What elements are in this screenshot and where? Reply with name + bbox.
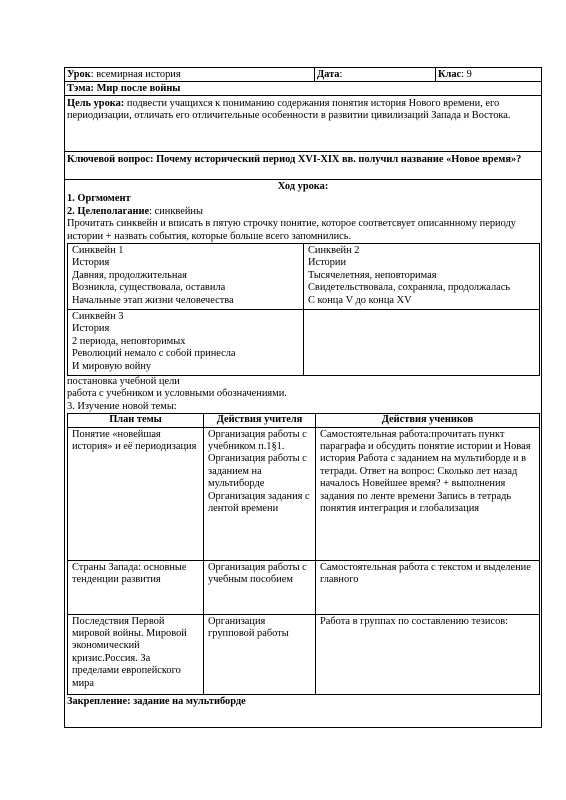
lesson-table-header [68, 414, 540, 427]
cinquain-1-line: Начальные этап жизни человечества [72, 294, 234, 306]
header-teacher: Действия учителя [204, 414, 316, 427]
cinquain-empty [304, 310, 540, 376]
lesson-plan [64, 67, 542, 728]
cinquain-2 [304, 244, 540, 310]
class-cell [436, 68, 541, 81]
step-new-topic: 3. Изучение новой темы: [67, 400, 177, 412]
reinforcement: Закрепление: задание на мультиборде [67, 695, 246, 707]
cinquain-2-line: С конца V до конца XV [308, 294, 412, 306]
cinquain-3-line: Революций немало с собой принесла [72, 348, 236, 360]
cinquain-2-line: Тысячелетняя, неповторимая [308, 269, 437, 281]
date-value: : [339, 69, 343, 80]
step-orgmoment: 1. Оргмомент [67, 193, 131, 205]
lesson-label: Урок [67, 69, 91, 80]
lesson-value: : всемирная история [90, 69, 181, 80]
class-value: : 9 [461, 69, 472, 80]
students-cell: Самостоятельная работа:прочитать пункт параграфа и обсудить понятие истории и Новая история Работа с заданием на мультиборде и в тетради. Ответ на вопрос: Сколько лет назад началось Новейшее время? + выполнения задания по ленте времени Запись в тетрадь понятия интеграция и глобализация [316, 427, 540, 560]
header-row [64, 67, 542, 81]
teacher-cell: Организация работы с учебным пособием [204, 560, 316, 614]
header-plan: План темы [68, 414, 204, 427]
topic-row [64, 81, 542, 95]
cinquain-row [68, 310, 540, 376]
cinquain-2-line: Синквейн 2 [308, 245, 360, 257]
cinquain-3-line: 2 периода, неповторимых [72, 335, 186, 347]
after-cinquain-goal: постановка учебной цели [67, 376, 180, 388]
instruction: Прочитать синквейн и вписать в пятую строчку понятие, которое соответсвует описаннному периоду истории + назвать события, которые больше всего запомнились. [67, 218, 516, 242]
table-row [68, 427, 540, 560]
course-title: Ход урока: [277, 181, 329, 192]
step-goal-setting-text: : синквейны [149, 205, 203, 217]
header-students: Действия учеников [316, 414, 540, 427]
goal-label: Цель урока: [67, 98, 125, 109]
topic: Тэма: Мир после войны [67, 83, 181, 94]
cinquain-1-line: История [72, 257, 110, 269]
cinquain-3 [68, 310, 304, 376]
key-question-row [64, 151, 542, 179]
teacher-cell: Организация групповой работы [204, 614, 316, 694]
cinquain-1-line: Синквейн 1 [72, 245, 124, 257]
cinquain-table [67, 243, 540, 376]
cinquain-2-line: Свидетельствовала, сохраняла, продолжалась [308, 282, 511, 294]
plan-cell: Страны Запада: основные тенденции развития [68, 560, 204, 614]
plan-cell: Последствия Первой мировой войны. Мировой экономический кризис.Россия. За пределами европейского мира [68, 614, 204, 694]
students-cell: Работа в группах по составлению тезисов: [316, 614, 540, 694]
key-question: Ключевой вопрос: Почему исторический период XVI-XIX вв. получил название «Новое время»? [67, 154, 522, 165]
goal-row [64, 95, 542, 151]
after-cinquain-textbook: работа с учебником и условными обозначениями. [67, 388, 287, 400]
lesson-table [67, 413, 540, 694]
cinquain-row [68, 244, 540, 310]
table-row [68, 614, 540, 694]
cinquain-1-line: Возникла, существовала, оставила [72, 282, 226, 294]
cinquain-1 [68, 244, 304, 310]
cinquain-2-line: Истории [308, 257, 347, 269]
cinquain-3-line: Синквейн 3 [72, 311, 124, 323]
plan-cell: Понятие «новейшая история» и её периодизация [68, 427, 204, 560]
step-goal-setting-label: 2. Целеполагание [67, 205, 150, 217]
cinquain-1-line: Давняя, продолжительная [72, 269, 187, 281]
students-cell: Самостоятельная работа с текстом и выделение главного [316, 560, 540, 614]
date-cell [315, 68, 436, 81]
table-row [68, 560, 540, 614]
date-label: Дата [317, 69, 340, 80]
course-row [64, 179, 542, 728]
cinquain-3-line: История [72, 323, 110, 335]
goal-text: подвести учащихся к пониманию содержания понятия история Нового времени, его периодизации, отличать его отличительные особенности в развитии цивилизаций Запада и Востока. [67, 98, 511, 122]
teacher-cell: Организация работы с учебником п.1§1. Организация работы с заданием на мультиборде Организация задания с лентой времени [204, 427, 316, 560]
cinquain-3-line: И мировую войну [72, 360, 152, 372]
class-label: Клас [438, 69, 462, 80]
lesson-cell [65, 68, 315, 81]
